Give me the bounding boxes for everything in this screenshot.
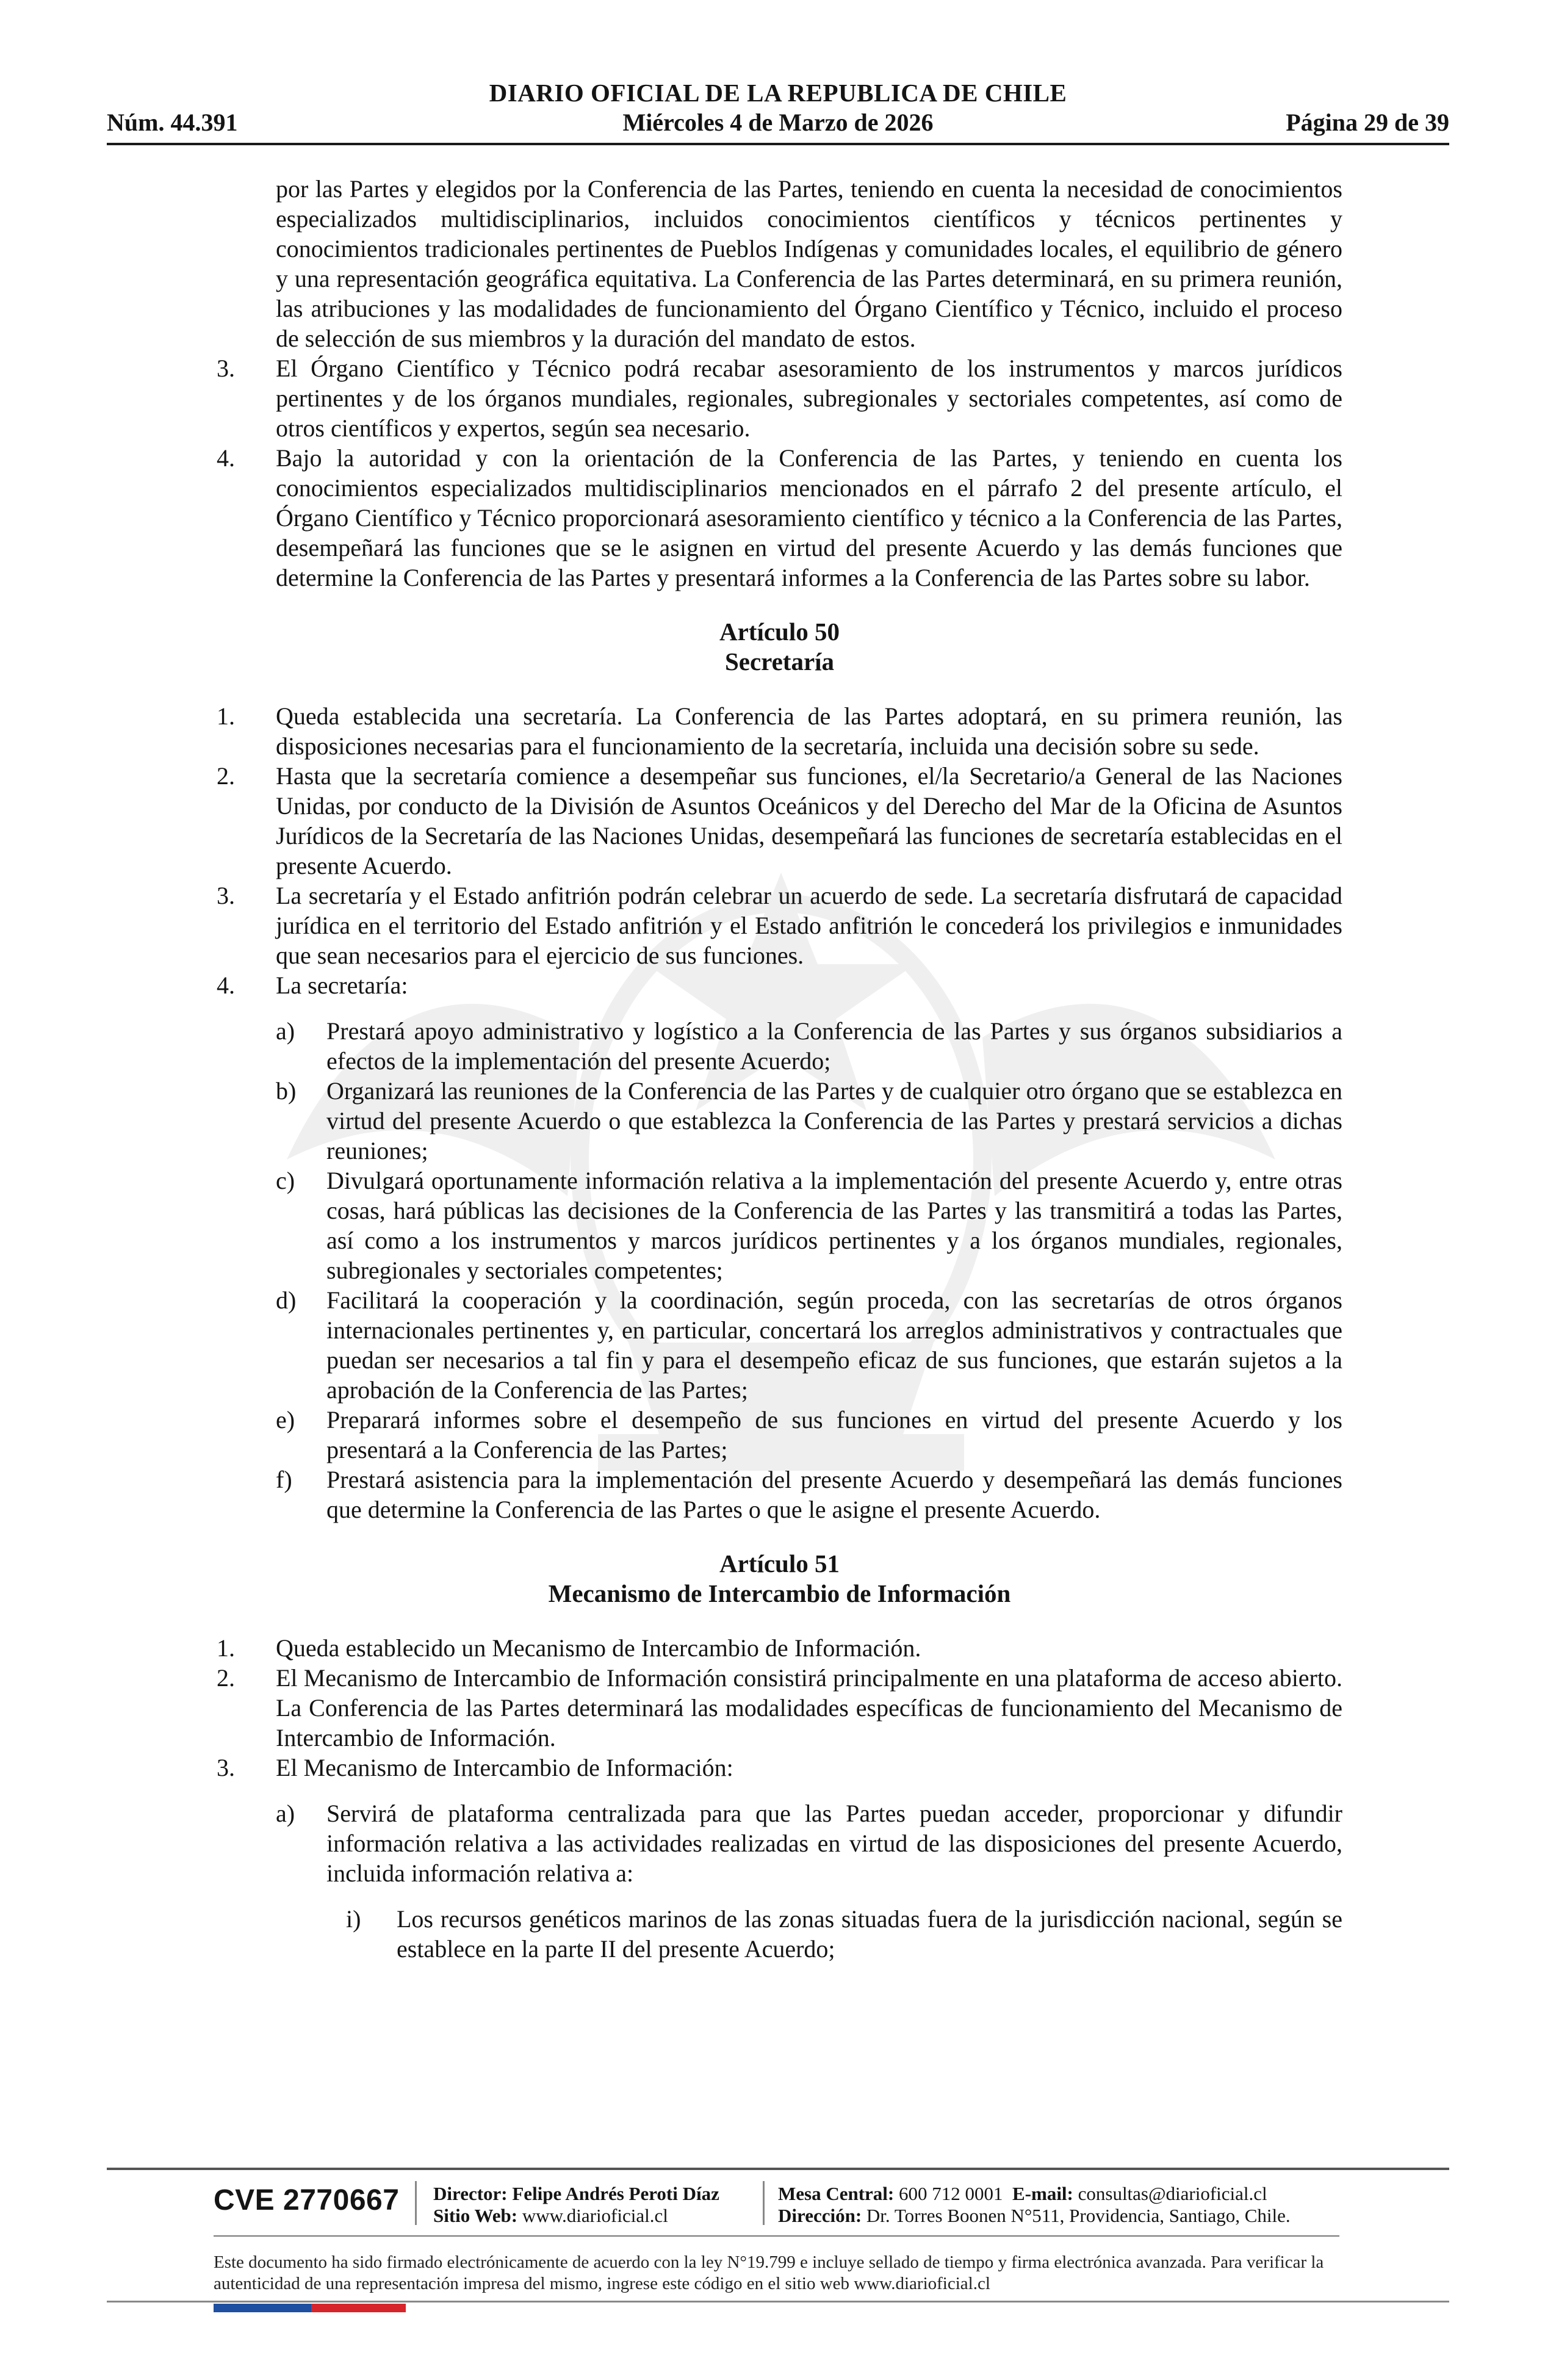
director-label: Director: xyxy=(433,2183,508,2204)
item-text: La secretaría: xyxy=(276,972,408,999)
legal-notice: Este documento ha sido firmado electrónicamente de acuerdo con la ley N°19.799 e incluye sellado de tiempo y firma electrónica avanzada. Para verificar la autenticidad de una representación impresa del mismo, ingrese este código en el sitio web www.diarioficial.cl xyxy=(214,2252,1324,2293)
footer-bottom-divider xyxy=(107,2301,1449,2302)
list-item xyxy=(217,353,1342,443)
item-number: 1. xyxy=(217,1634,235,1662)
newspaper-title: DIARIO OFICIAL DE LA REPUBLICA DE CHILE xyxy=(489,79,1067,107)
cve-code: CVE 2770667 xyxy=(214,2184,400,2216)
footer-contact-block xyxy=(778,2183,1291,2227)
sub-item-letter: f) xyxy=(276,1466,292,1493)
sub-item-letter: c) xyxy=(276,1167,295,1194)
item-text: El Mecanismo de Intercambio de Información consistirá principalmente en una plataforma de acceso abierto. La Conferencia de las Partes determinará las modalidades específicas de funcionamiento del Mecanismo de Intercambio de Información. xyxy=(276,1664,1342,1751)
item-text: La secretaría y el Estado anfitrión podrán celebrar un acuerdo de sede. La secretaría disfrutará de capacidad jurídica en el territorio del Estado anfitrión y el Estado anfitrión le concederá los privilegios e inmunidades que sean necesarios para el ejercicio de sus funciones. xyxy=(276,882,1342,969)
email-label: E-mail: xyxy=(1012,2183,1073,2204)
item-number: 1. xyxy=(217,702,235,730)
address-label: Dirección: xyxy=(778,2205,862,2226)
mesa-label: Mesa Central: xyxy=(778,2183,895,2204)
sub-item xyxy=(217,1076,1342,1166)
item-text: Hasta que la secretaría comience a desempeñar sus funciones, el/la Secretario/a General de las Naciones Unidas, por conducto de la División de Asuntos Oceánicos y del Derecho del Mar de la Oficina de Asuntos Jurídicos de la Secretaría de las Naciones Unidas, desempeñará las funciones de secretaría establecidas en el presente Acuerdo. xyxy=(276,762,1342,879)
list-item xyxy=(217,761,1342,881)
footer-divider xyxy=(107,2168,1449,2170)
sub-item-text: Facilitará la cooperación y la coordinación, según proceda, con las secretarías de otros órganos internacionales pertinentes y, en particular, concertará los arreglos administrativos y contractuales que puedan ser necesarios a tal fin y para el desempeño eficaz de sus funciones, que estarán sujetos a la aprobación de la Conferencia de las Partes; xyxy=(326,1286,1342,1404)
header-divider xyxy=(107,143,1449,145)
sub-item-text: Prestará asistencia para la implementación del presente Acuerdo y desempeñará las demás funciones que determine la Conferencia de las Partes o que le asigne el presente Acuerdo. xyxy=(326,1466,1342,1523)
issue-number: Núm. 44.391 xyxy=(107,109,238,136)
page-header xyxy=(107,73,1449,146)
sub-item-text: Divulgará oportunamente información relativa a la implementación del presente Acuerdo y, entre otras cosas, hará públicas las decisiones de la Conferencia de las Partes y las transmitirá a todas las Partes, así como a los instrumentos y marcos jurídicos pertinentes y a los órganos mundiales, regionales, subregionales y sectoriales competentes; xyxy=(326,1167,1342,1284)
address-text: Dr. Torres Boonen N°511, Providencia, Santiago, Chile. xyxy=(866,2205,1291,2226)
sub-item-letter: e) xyxy=(276,1406,295,1433)
page-number: Página 29 de 39 xyxy=(1286,109,1449,136)
list-item xyxy=(217,1663,1342,1753)
sub-item-letter: d) xyxy=(276,1286,297,1314)
footer-separator xyxy=(415,2181,417,2225)
item-text: Bajo la autoridad y con la orientación de la Conferencia de las Partes, y teniendo en cuenta los conocimientos especializados multidisciplinarios mencionados en el párrafo 2 del presente artículo, el Órgano Científico y Técnico proporcionará asesoramiento científico y técnico a la Conferencia de las Partes, desempeñará las funciones que se le asignen en virtud del presente Acuerdo y las demás funciones que determine la Conferencia de las Partes y presentará informes a la Conferencia de las Partes sobre su labor. xyxy=(276,444,1342,591)
flag-stripe-blue xyxy=(214,2304,311,2312)
sub-sub-item xyxy=(217,1904,1342,1964)
footer-director-block xyxy=(433,2183,719,2227)
document-body xyxy=(217,174,1342,1964)
sub-item xyxy=(217,1285,1342,1405)
flag-stripe-red xyxy=(311,2304,406,2312)
sub-item-text: Servirá de plataforma centralizada para que las Partes puedan acceder, proporcionar y difundir información relativa a las actividades realizadas en virtud de las disposiciones del presente Acuerdo, incluida información relativa a: xyxy=(326,1800,1342,1887)
sub-sub-item-numeral: i) xyxy=(346,1905,361,1933)
sub-item-letter: a) xyxy=(276,1800,295,1827)
article-51-title: Mecanismo de Intercambio de Información xyxy=(548,1579,1011,1607)
email-link[interactable]: consultas@diarioficial.cl xyxy=(1078,2183,1267,2204)
sub-item xyxy=(217,1465,1342,1524)
item-number: 3. xyxy=(217,882,235,909)
website-label: Sitio Web: xyxy=(433,2205,518,2226)
item-number: 2. xyxy=(217,1664,235,1692)
director-name: Felipe Andrés Peroti Díaz xyxy=(512,2183,719,2204)
sub-item-letter: a) xyxy=(276,1017,295,1045)
item-text: El Órgano Científico y Técnico podrá recabar asesoramiento de los instrumentos y marcos jurídicos pertinentes y de los órganos mundiales, regionales, subregionales y sectoriales competentes, así como de otros científicos y expertos, según sea necesario. xyxy=(276,355,1342,442)
issue-date: Miércoles 4 de Marzo de 2026 xyxy=(622,109,934,136)
item-number: 3. xyxy=(217,1754,235,1781)
sub-item xyxy=(217,1798,1342,1888)
footer-inner-divider xyxy=(214,2235,1339,2237)
list-item xyxy=(217,701,1342,761)
sub-item-text: Organizará las reuniones de la Conferencia de las Partes y de cualquier otro órgano que se establezca en virtud del presente Acuerdo o que establezca la Conferencia de las Partes y prestará servicios a dichas reuniones; xyxy=(326,1077,1342,1164)
article-50-heading: Artículo 50 xyxy=(719,618,840,646)
list-item xyxy=(217,443,1342,593)
website-link[interactable]: www.diarioficial.cl xyxy=(522,2205,668,2226)
item-text: El Mecanismo de Intercambio de Información: xyxy=(276,1754,733,1781)
list-item xyxy=(217,970,1342,1000)
item-number: 4. xyxy=(217,972,235,999)
sub-sub-item-text: Los recursos genéticos marinos de las zonas situadas fuera de la jurisdicción nacional, según se establece en la parte II del presente Acuerdo; xyxy=(397,1905,1342,1963)
item-number: 2. xyxy=(217,762,235,790)
sub-item xyxy=(217,1405,1342,1465)
sub-item-text: Prestará apoyo administrativo y logístico a la Conferencia de las Partes y sus órganos subsidiarios a efectos de la implementación del presente Acuerdo; xyxy=(326,1017,1342,1075)
item-number: 4. xyxy=(217,444,235,472)
list-item xyxy=(217,1633,1342,1663)
mesa-phone: 600 712 0001 xyxy=(899,2183,1003,2204)
sub-item xyxy=(217,1016,1342,1076)
article-51-heading: Artículo 51 xyxy=(719,1549,840,1578)
continued-paragraph: por las Partes y elegidos por la Conferencia de las Partes, teniendo en cuenta la necesidad de conocimientos especializados multidisciplinarios, incluidos conocimientos científicos y técnicos pertinentes y conocimientos tradicionales pertinentes de Pueblos Indígenas y comunidades locales, el equilibrio de género y una representación geográfica equitativa. La Conferencia de las Partes determinará, en su primera reunión, las atribuciones y las modalidades de funcionamiento del Órgano Científico y Técnico, incluido el proceso de selección de sus miembros y la duración del mandato de estos. xyxy=(276,175,1342,352)
footer-separator xyxy=(763,2181,765,2225)
article-50-title: Secretaría xyxy=(724,647,835,676)
list-item xyxy=(217,881,1342,970)
item-text: Queda establecida una secretaría. La Conferencia de las Partes adoptará, en su primera reunión, las disposiciones necesarias para el funcionamiento de la secretaría, incluida una decisión sobre su sede. xyxy=(276,702,1342,760)
sub-item xyxy=(217,1166,1342,1285)
list-item xyxy=(217,1753,1342,1783)
item-text: Queda establecido un Mecanismo de Intercambio de Información. xyxy=(276,1634,921,1662)
sub-item-text: Preparará informes sobre el desempeño de sus funciones en virtud del presente Acuerdo y los presentará a la Conferencia de las Partes; xyxy=(326,1406,1342,1463)
item-number: 3. xyxy=(217,355,235,382)
sub-item-letter: b) xyxy=(276,1077,297,1105)
